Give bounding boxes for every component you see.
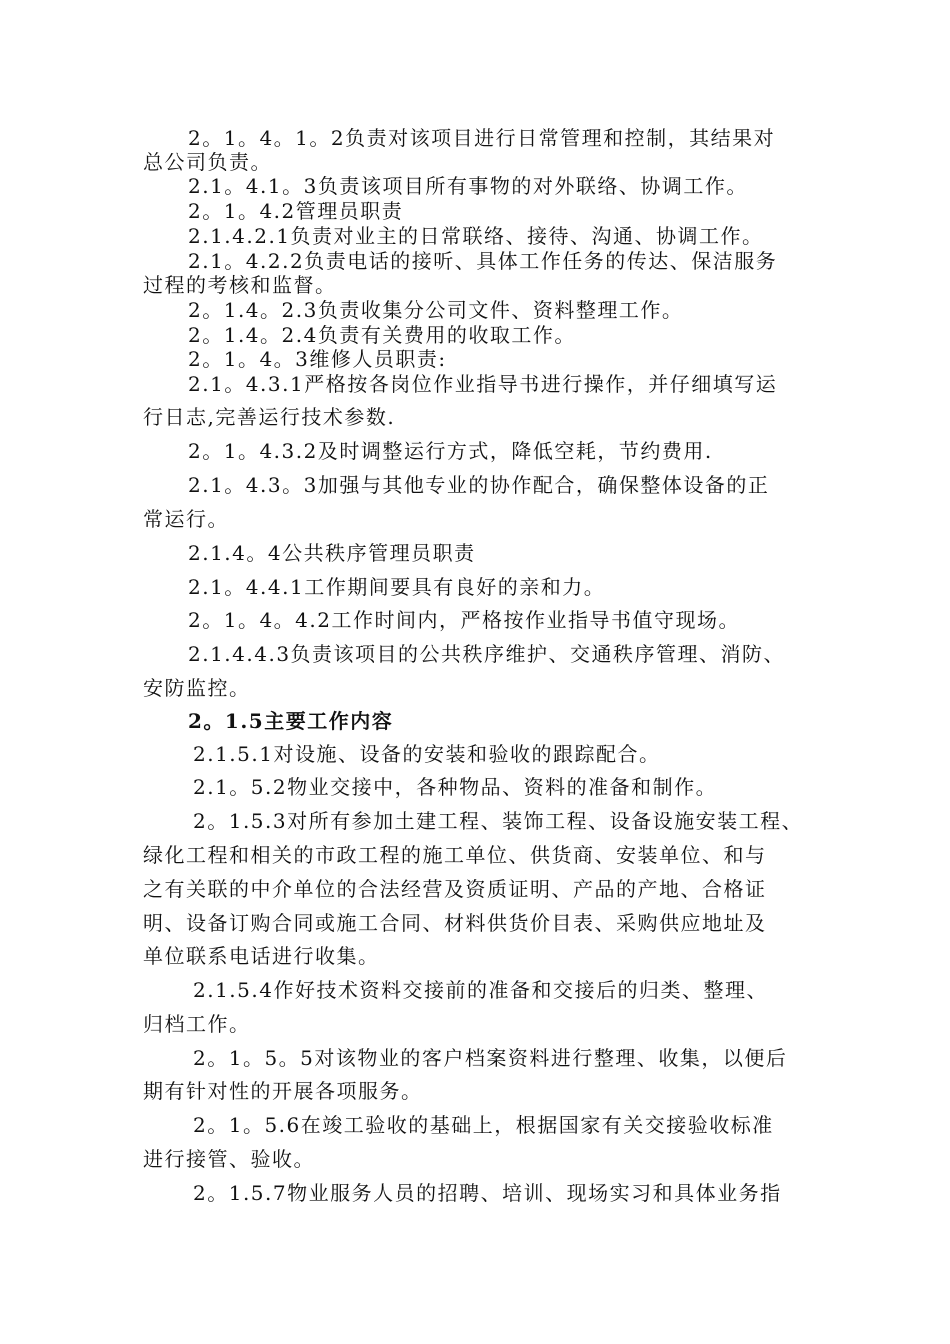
text-line: 2.1。5.2物业交接中，各种物品、资料的准备和制作。 (193, 775, 718, 799)
text-line: 2.1。4.3。3加强与其他专业的协作配合，确保整体设备的正 (188, 473, 770, 497)
text-line: 2。1。4.3.2及时调整运行方式，降低空耗，节约费用. (188, 439, 713, 463)
text-line: 2。1.5.3对所有参加土建工程、装饰工程、设备设施安装工程、 (193, 809, 804, 833)
text-line: 2。1。4。3维修人员职责: (188, 347, 447, 371)
text-line: 2.1。4.3.1严格按各岗位作业指导书进行操作，并仔细填写运 (188, 372, 778, 396)
text-line: 2。1。4。4.2工作时间内，严格按作业指导书值守现场。 (188, 608, 740, 632)
text-line: 2.1.4.2.1负责对业主的日常联络、接待、沟通、协调工作。 (188, 224, 764, 248)
text-line: 2.1.5.4作好技术资料交接前的准备和交接后的归类、整理、 (193, 978, 768, 1002)
text-line: 归档工作。 (143, 1012, 251, 1036)
text-line: 2.1.4.4.3负责该项目的公共秩序维护、交通秩序管理、消防、 (188, 642, 786, 666)
text-line: 2.1.5.1对设施、设备的安装和验收的跟踪配合。 (193, 742, 661, 766)
text-line: 单位联系电话进行收集。 (143, 944, 380, 968)
text-line: 2。1.5.7物业服务人员的招聘、培训、现场实习和具体业务指 (193, 1181, 782, 1205)
text-line: 明、设备订购合同或施工合同、材料供货价目表、采购供应地址及 (143, 911, 767, 935)
section-heading: 2。1.5主要工作内容 (188, 709, 394, 733)
text-line: 2。1。5.6在竣工验收的基础上，根据国家有关交接验收标准 (193, 1113, 774, 1137)
text-line: 2。1。4.2管理员职责 (188, 199, 404, 223)
text-line: 2.1。4.1。3负责该项目所有事物的对外联络、协调工作。 (188, 174, 748, 198)
text-line: 2.1。4.2.2负责电话的接听、具体工作任务的传达、保洁服务 (188, 249, 778, 273)
text-line: 常运行。 (143, 507, 229, 531)
text-line: 绿化工程和相关的市政工程的施工单位、供货商、安装单位、和与 (143, 843, 767, 867)
text-line: 行日志,完善运行技术参数. (143, 405, 396, 429)
text-line: 期有针对性的开展各项服务。 (143, 1079, 423, 1103)
text-line: 进行接管、验收。 (143, 1147, 315, 1171)
text-line: 2。1.4。2.3负责收集分公司文件、资料整理工作。 (188, 298, 684, 322)
text-line: 之有关联的中介单位的合法经营及资质证明、产品的产地、合格证 (143, 877, 767, 901)
text-line: 2。1。5。5对该物业的客户档案资料进行整理、收集，以便后 (193, 1046, 788, 1070)
text-line: 安防监控。 (143, 676, 251, 700)
text-line: 2。1.4。2.4负责有关费用的收取工作。 (188, 323, 576, 347)
text-line: 过程的考核和监督。 (143, 273, 337, 297)
text-line: 2.1。4.4.1工作期间要具有良好的亲和力。 (188, 575, 606, 599)
text-line: 2。1。4。1。2负责对该项目进行日常管理和控制，其结果对 (188, 126, 776, 150)
text-line: 2.1.4。4公共秩序管理员职责 (188, 541, 476, 565)
text-line: 总公司负责。 (143, 150, 272, 174)
